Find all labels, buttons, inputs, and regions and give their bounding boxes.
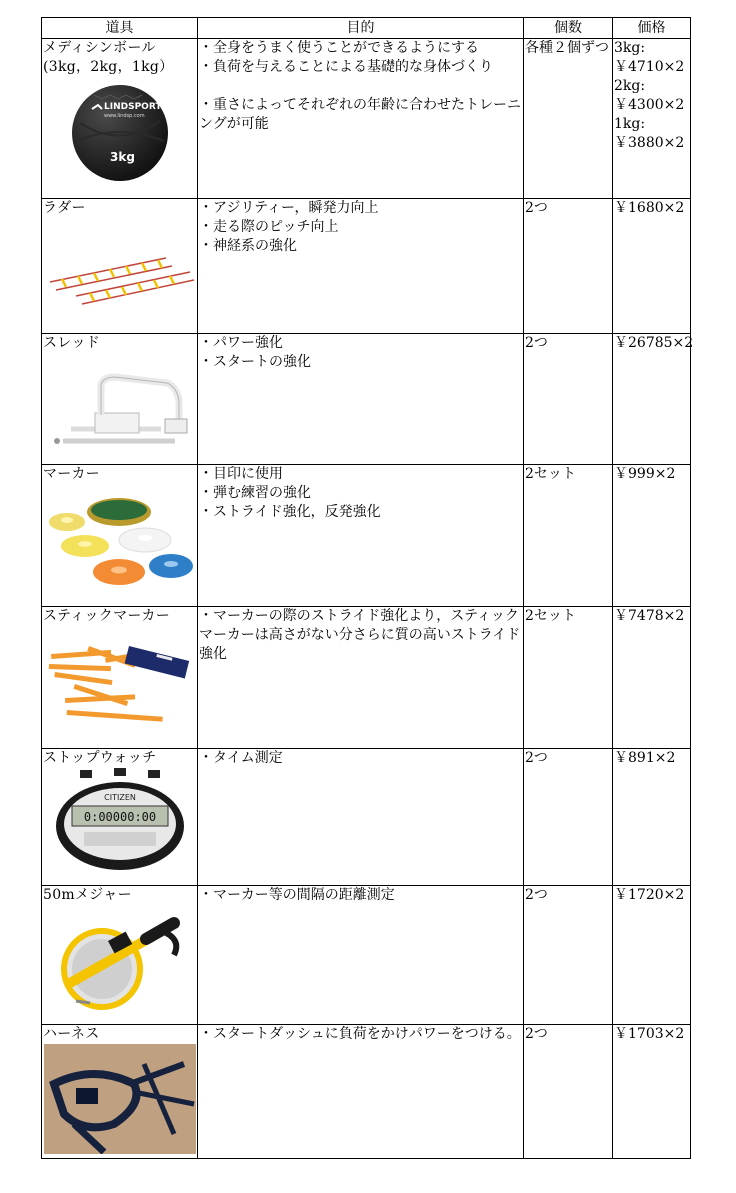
purpose-line: ・スタートの強化 [199,354,311,370]
header-purpose: 目的 [198,18,524,39]
purpose-line: ・負荷を与えることによる基礎的な身体づくり [199,59,493,75]
table-row [42,607,691,749]
count-cell [524,886,613,1025]
watch-display: 0:00000:00 [83,810,156,824]
price-cell [613,39,691,199]
purpose-line: ・目印に使用 [199,466,283,482]
purpose-cell [198,749,524,886]
price-line: ￥4300×2 [614,97,685,113]
count-value: 2つ [525,887,548,903]
purpose-line: ・走る際のピッチ向上 [199,219,339,235]
purpose-line: ・アジリティー，瞬発力向上 [199,200,379,216]
count-value: 2つ [525,200,548,216]
price-line: ￥7478×2 [614,608,685,624]
purpose-cell [198,886,524,1025]
table-row [42,39,691,199]
price-cell [613,607,691,749]
tool-name: スレッド [43,335,101,351]
tool-name: 50mメジャー [43,887,132,903]
sled-icon [45,359,195,457]
price-cell [613,749,691,886]
price-line: ￥3880×2 [614,135,685,151]
table-row [42,1025,691,1159]
purpose-line: ・重さによってそれぞれの年齢に合わせたトレーニングが可能 [199,97,521,132]
count-cell [524,334,613,465]
count-cell [524,465,613,607]
purpose-line: ・弾む練習の強化 [199,485,311,501]
price-line: ￥1720×2 [614,887,685,903]
price-line: 1kg: [614,116,646,132]
purpose-line: ・神経系の強化 [199,238,297,254]
purpose-cell [198,334,524,465]
count-value: 2セット [525,608,576,624]
table-row [42,199,691,334]
tool-name: ストップウォッチ [43,750,157,766]
tool-cell [42,334,198,465]
tool-cell [42,886,198,1025]
purpose-line: ・マーカーの際のストライド強化より，スティックマーカーは高さがない分さらに質の高いストライド強化 [199,608,521,662]
tool-name: ハーネス [43,1026,100,1042]
price-cell [613,886,691,1025]
price-line: 3kg: [614,40,646,56]
tool-name: スティックマーカー [43,608,171,624]
table-row [42,749,691,886]
count-value: 2つ [525,750,548,766]
price-line: ￥26785×2 [614,335,694,351]
stick-markers-icon [45,638,195,726]
table-row [42,334,691,465]
tool-cell [42,465,198,607]
tool-name: ラダー [43,200,86,216]
count-cell [524,749,613,886]
tool-name: メディシンボール [43,40,156,56]
count-value: 2つ [525,1026,548,1042]
tool-cell [42,39,198,199]
purpose-cell [198,1025,524,1159]
tape-measure-icon [50,913,190,1013]
ball-brand: LINDSPORTS [103,102,168,112]
purpose-line [199,77,522,96]
purpose-cell [198,199,524,334]
price-line: ￥999×2 [614,466,676,482]
tool-cell [42,199,198,334]
purpose-line: ・パワー強化 [199,335,283,351]
purpose-line: ・タイム測定 [199,750,283,766]
price-cell [613,465,691,607]
tool-cell [42,607,198,749]
table-row [42,886,691,1025]
medicine-ball-icon [60,79,180,183]
table-row [42,465,691,607]
tool-cell [42,749,198,886]
ball-site: www.lindsp.com [103,113,145,119]
purpose-line: ・ストライド強化，反発強化 [199,504,381,520]
header-count: 個数 [524,18,613,39]
price-line: 2kg: [614,78,646,94]
ball-weight: 3kg [109,150,135,164]
count-value: 2つ [525,335,548,351]
equipment-table [41,17,694,1159]
count-value: 2セット [525,466,576,482]
price-line: ￥4710×2 [614,59,685,75]
price-line: ￥1680×2 [614,200,685,216]
watch-brand: CITIZEN [103,793,136,802]
header-row [42,18,691,39]
harness-icon [44,1044,196,1154]
price-cell [613,1025,691,1159]
price-line: ￥1703×2 [614,1026,685,1042]
agility-ladder-icon [46,238,194,308]
purpose-line: ・マーカー等の間隔の距離測定 [199,887,395,903]
price-line: ￥891×2 [614,750,676,766]
tool-name-sub: (3kg，2kg，1kg） [43,59,174,75]
marker-cones-icon [45,490,195,590]
header-price: 価格 [613,18,691,39]
purpose-cell [198,39,524,199]
price-cell [613,199,691,334]
count-cell [524,607,613,749]
stopwatch-icon [50,768,190,872]
header-tool: 道具 [42,18,198,39]
tool-cell [42,1025,198,1159]
purpose-line: ・スタートダッシュに負荷をかけパワーをつける。 [199,1026,521,1042]
price-cell [613,334,694,465]
count-cell [524,39,613,199]
purpose-cell [198,465,524,607]
count-cell [524,1025,613,1159]
purpose-cell [198,607,524,749]
count-cell [524,199,613,334]
count-value: 各種２個ずつ [525,40,609,56]
purpose-line: ・全身をうまく使うことができるようにする [199,40,479,56]
tool-name: マーカー [43,466,100,482]
